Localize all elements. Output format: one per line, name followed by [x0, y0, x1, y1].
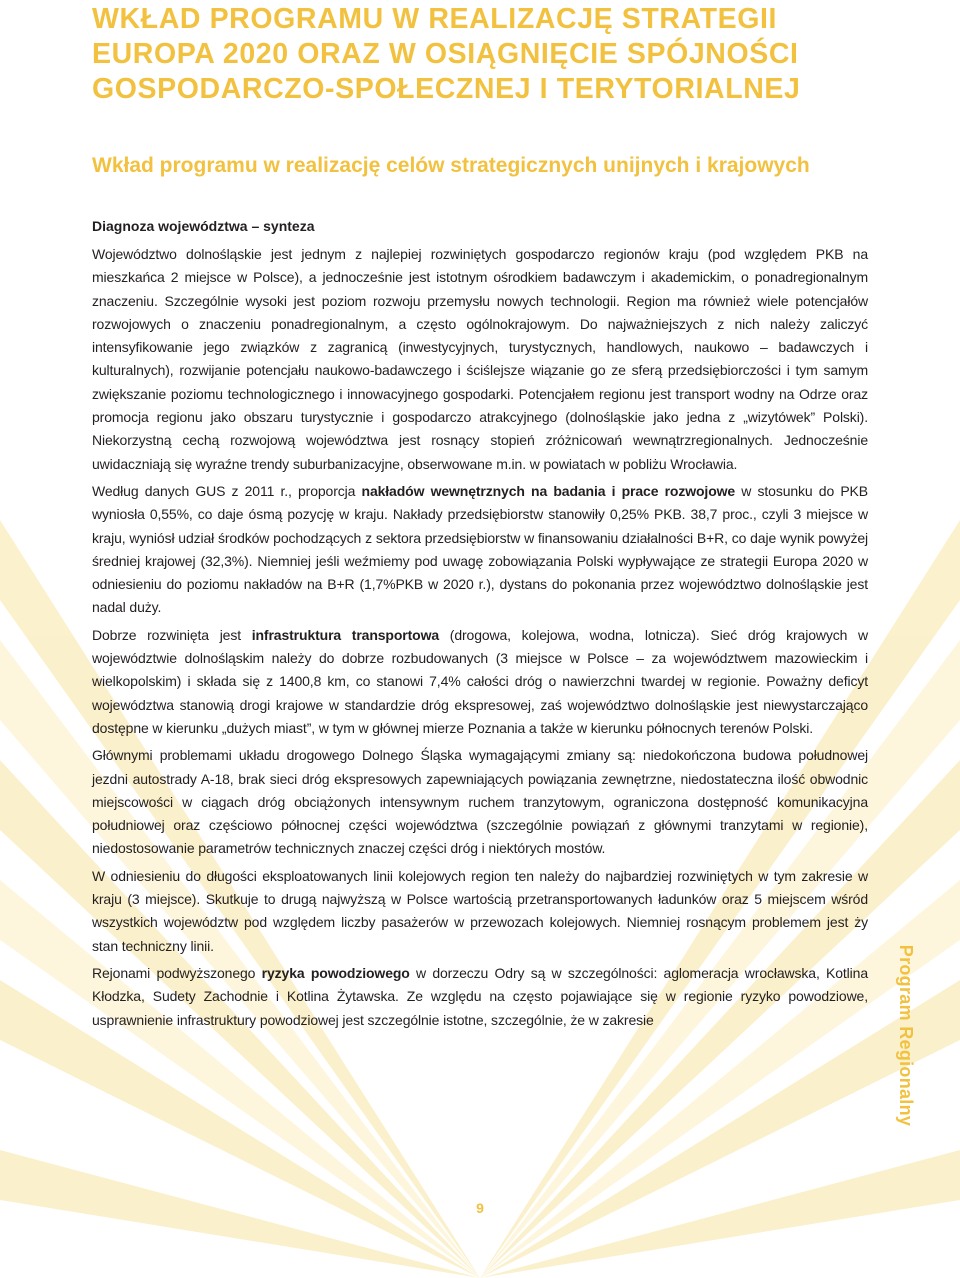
- text-run: Rejonami podwyższonego: [92, 964, 262, 981]
- text-run: Województwo dolnośląskie jest jednym z najlepiej rozwiniętych gospodarczo regionów kraju (pod względem PKB na mieszkańca 2 miejsce w Polsce), a jednocześnie jest istotnym ośrodkiem badawczym i akademickim, o ponadregionalnym znaczeniu. Szczególnie wysoki jest poziom rozwoju przemysłu nowych technologii. Region ma również wiele potencjałów rozwojowych o znaczeniu ponadregionalnym, a często ogólnokrajowym. Do najważniejszych z nich należy zaliczyć intensyfikowanie jego związków z zagranicą (inwestycyjnych, turystycznych, handlowych, naukowo – badawczych i kulturalnych), rozwijanie potencjału naukowo-badawczego i ściślejsze wiązanie go ze sferą przedsiębiorczości i tym samym zwiększanie poziomu technologicznego i innowacyjnego gospodarki. Potencjałem regionu jest transport wodny na Odrze oraz promocja regionu jako obszaru turystycznie i gospodarczo atrakcyjnego (dolnośląskie jako jedna z „wizytówek” Polski). Niekorzystną cechą rozwojową województwa jest rosnący stopień zróżnicowań wewnątrzregionalnych. Jednocześnie uwidaczniają się wyraźne trendy suburbanizacyjne, obserwowane m.in. w powiatach w pobliżu Wrocławia.: [92, 246, 868, 472]
- paragraph: [92, 243, 868, 476]
- subtitle: Wkład programu w realizację celów strategicznych unijnych i krajowych: [92, 154, 810, 177]
- paragraph: [92, 624, 868, 740]
- main-title-line: EUROPA 2020 ORAZ W OSIĄGNIĘCIE SPÓJNOŚCI: [92, 38, 799, 70]
- paragraph: [92, 962, 868, 1032]
- page-number: 9: [476, 1200, 484, 1216]
- bold-phrase: nakładów wewnętrznych na badania i prace rozwojowe: [361, 482, 736, 499]
- main-title-line: WKŁAD PROGRAMU W REALIZACJĘ STRATEGII: [92, 3, 778, 35]
- bold-phrase: infrastruktura transportowa: [251, 626, 440, 643]
- paragraph: [92, 865, 868, 958]
- text-run: Dobrze rozwinięta jest: [92, 626, 252, 643]
- text-run: W odniesieniu do długości eksploatowanych linii kolejowych region ten należy do najbardziej rozwiniętych w tym zakresie w kraju (3 miejsce). Skutkuje to drugą najwyższą w Polsce wartością przetransportowanych ładunków oraz 5 miejscem wśród wszystkich województw pod względem liczby pasażerów w przewozach kolejowych. Niemniej rosnącym problemem jest ży stan techniczny linii.: [92, 867, 868, 954]
- text-run: Głównymi problemami układu drogowego Dolnego Śląska wymagającymi zmiany są: niedokończona budowa połudnowej jezdni autostrady A-18, brak sieci dróg ekspresowych zapewniających powiązania zewnętrzne, niedostateczna ilość obwodnic miejscowości w ciągach dróg obciążonych intensywnym ruchem tranzytowym, ograniczona dostępność komunikacyjna południowej oraz częściowo północnej części województwa (szczególnie powiązań z głównymi tranzytami w regionie), niedostosowanie parametrów technicznych znaczej części dróg i niektórych mostów.: [92, 747, 868, 857]
- text-run: w dorzeczu Odry są w szczególności: aglomeracja wrocławska, Kotlina Kłodzka, Sudety Zachodnie i Kotlina Żytawska. Ze względu na często pojawiające się w regionie ryzyko powodziowe, usprawnienie infrastruktury powodziowej jest szczególnie istotne, szczególnie, że w zakresie: [92, 964, 868, 1028]
- paragraph: [92, 744, 868, 860]
- body-text: [92, 243, 868, 1032]
- text-run: w stosunku do PKB wyniosła 0,55%, co daje ósmą pozycję w kraju. Nakłady przedsiębiorstw stanowiły 0,25% PKB. 38,7 proc., czyli 3 miejsce w kraju, wyniósł udział środków pochodzących z sektora przedsiębiorstw w finansowaniu działalności B+R, co daje wynik powyżej średniej krajowej (32,3%). Niemniej jeśli weźmiemy pod uwagę zobowiązania Polski wypływające ze strategii Europa 2020 w odniesieniu do poziomu nakładów na B+R (1,7%PKB w 2020 r.), dystans do pokonania przez województwo dolnośląskie jest nadal duży.: [92, 482, 868, 616]
- bold-phrase: ryzyka powodziowego: [261, 964, 410, 981]
- side-label-text: Program Regionalny: [896, 944, 916, 1126]
- main-title-line: GOSPODARCZO-SPOŁECZNEJ I TERYTORIALNEJ: [92, 73, 801, 105]
- text-run: Według danych GUS z 2011 r., proporcja: [92, 482, 362, 499]
- paragraph: [92, 480, 868, 620]
- main-title: [92, 2, 868, 107]
- section-heading: Diagnoza województwa – synteza: [92, 218, 315, 234]
- side-label: [878, 930, 933, 1140]
- page-content: [92, 0, 868, 1036]
- text-run: (drogowa, kolejowa, wodna, lotnicza). Sieć dróg krajowych w województwie dolnośląskim należy do dobrze rozbudowanych (3 miejsce w Polsce – za województwem mazowieckim i wielkopolskim) i składa się z 1400,8 km, co stanowi 7,4% całości dróg o nawierzchni twardej w regionie. Poważny deficyt województwa stanowią drogi krajowe w standardzie dróg ekspresowej, zaś województwo dolnośląskie jest niewystarczająco dostępne w kierunku „dużych miast”, w tym w głównej mierze Poznania a także w kierunku północnych terenów Polski.: [92, 626, 869, 736]
